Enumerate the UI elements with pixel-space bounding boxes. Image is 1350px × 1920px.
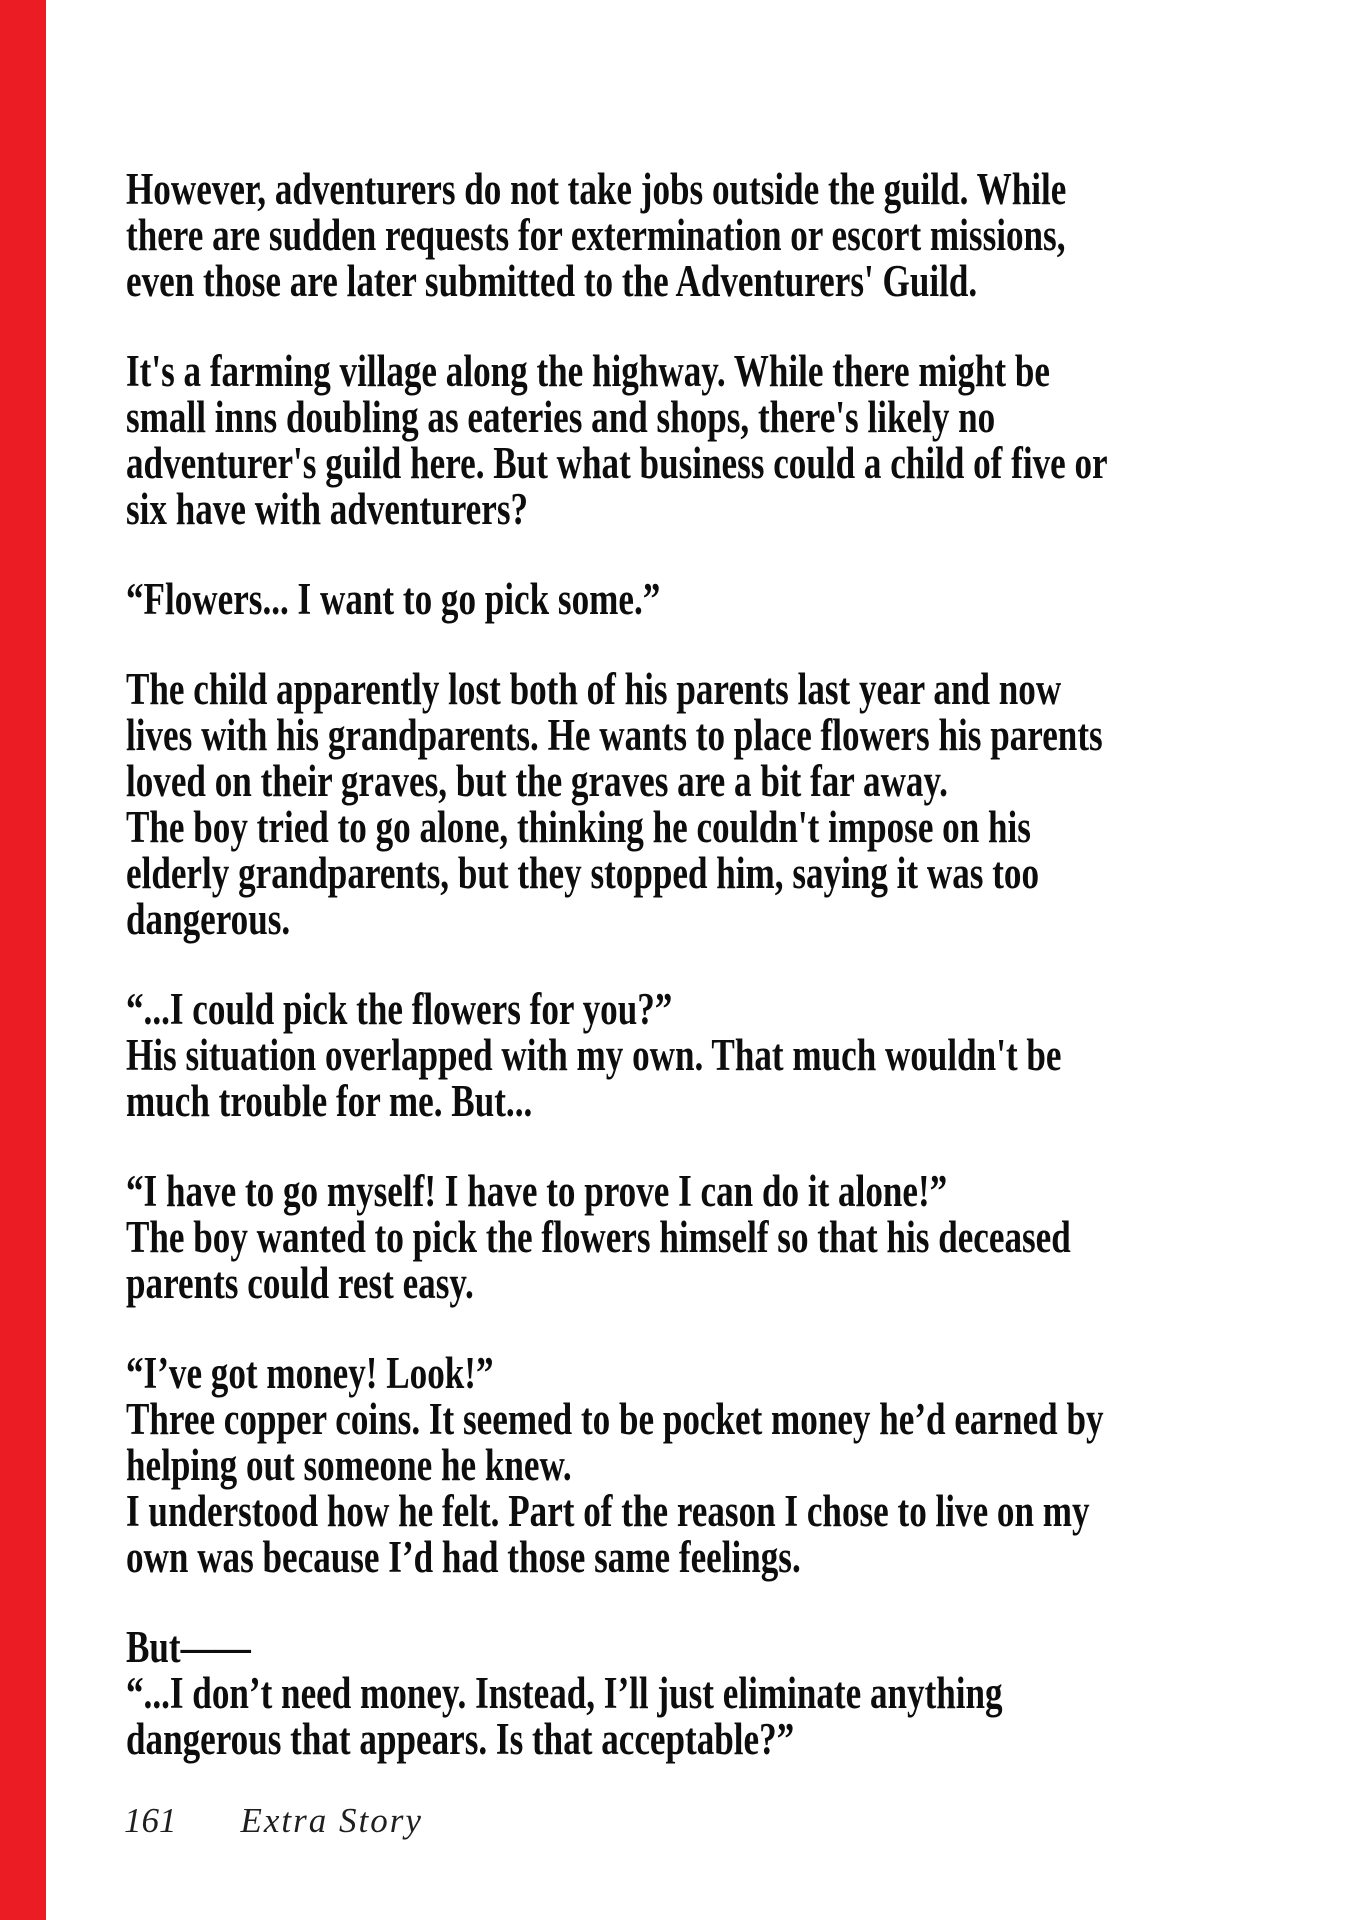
paragraph-dialogue: [126, 1168, 1163, 1306]
text-line: I understood how he felt. Part of the reason I chose to live on my: [126, 1486, 1090, 1536]
paragraph: [126, 166, 1163, 304]
paragraph: [126, 666, 1163, 942]
text-line: But——: [126, 1622, 251, 1672]
paragraph-dialogue: [126, 1350, 1163, 1580]
paragraph-dialogue: [126, 576, 1163, 622]
text-line: helping out someone he knew.: [126, 1440, 572, 1490]
page-number: 161: [124, 1801, 177, 1840]
text-line: parents could rest easy.: [126, 1258, 474, 1308]
text-line: much trouble for me. But...: [126, 1076, 533, 1126]
text-line: even those are later submitted to the Adventurers' Guild.: [126, 256, 978, 306]
paragraph-dialogue: [126, 1624, 1163, 1762]
text-line: adventurer's guild here. But what business could a child of five or: [126, 438, 1108, 488]
text-line: elderly grandparents, but they stopped him, saying it was too: [126, 848, 1040, 898]
text-line: The boy tried to go alone, thinking he couldn't impose on his: [126, 802, 1031, 852]
text-line: “I’ve got money! Look!”: [126, 1348, 494, 1398]
text-line: His situation overlapped with my own. That much wouldn't be: [126, 1030, 1062, 1080]
text-line: “...I could pick the flowers for you?”: [126, 984, 673, 1034]
text-line: “Flowers... I want to go pick some.”: [126, 574, 661, 624]
paragraph: [126, 348, 1163, 532]
text-line: dangerous.: [126, 894, 291, 944]
text-line: loved on their graves, but the graves are a bit far away.: [126, 756, 948, 806]
text-line: The child apparently lost both of his parents last year and now: [126, 664, 1062, 714]
text-line: there are sudden requests for extermination or escort missions,: [126, 210, 1066, 260]
book-spine-red-edge: [0, 0, 46, 1920]
text-line: “...I don’t need money. Instead, I’ll just eliminate anything: [126, 1668, 1003, 1718]
text-line: “I have to go myself! I have to prove I can do it alone!”: [126, 1166, 948, 1216]
page-footer: [124, 1801, 423, 1841]
text-line: dangerous that appears. Is that acceptable?”: [126, 1714, 795, 1764]
text-line: six have with adventurers?: [126, 484, 529, 534]
text-line: small inns doubling as eateries and shops, there's likely no: [126, 392, 996, 442]
text-line: However, adventurers do not take jobs outside the guild. While: [126, 164, 1067, 214]
text-line: lives with his grandparents. He wants to place flowers his parents: [126, 710, 1103, 760]
text-line: Three copper coins. It seemed to be pocket money he’d earned by: [126, 1394, 1104, 1444]
text-line: It's a farming village along the highway. While there might be: [126, 346, 1051, 396]
text-line: own was because I’d had those same feelings.: [126, 1532, 801, 1582]
paragraph-dialogue: [126, 986, 1163, 1124]
text-line: The boy wanted to pick the flowers himself so that his deceased: [126, 1212, 1071, 1262]
section-title: Extra Story: [240, 1801, 423, 1840]
body-text: [126, 166, 1163, 1806]
